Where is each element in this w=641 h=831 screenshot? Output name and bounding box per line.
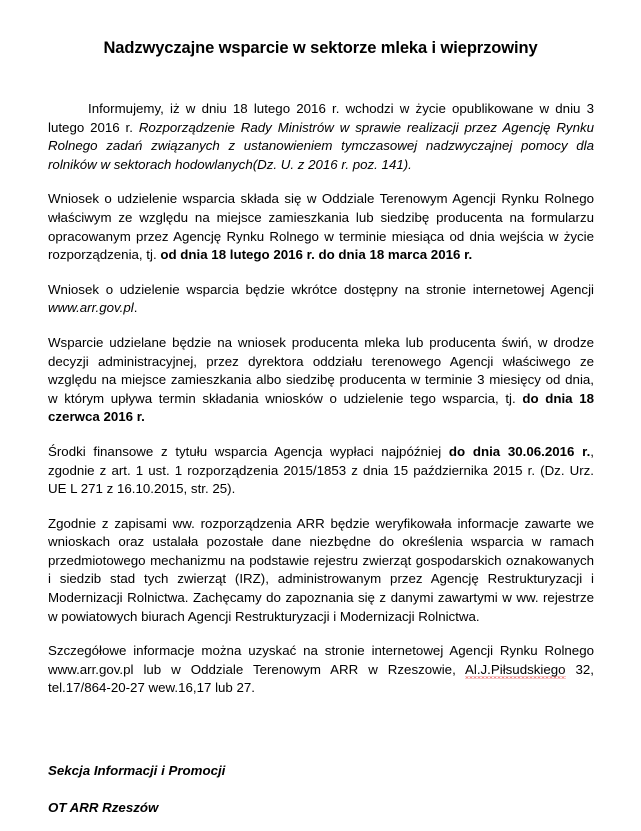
italic-text-run: Rozporządzenie Rady Ministrów w sprawie realizacji przez Agencję Rynku Rolnego zadań związanych z ustanowieniem tymczasowej nadzwyczajnej pomocy dla rolników w sektorach hodowlanych(Dz. U. z 2016 r. poz. 141). [48,119,595,172]
paragraph-contact-info: Szczegółowe informacje można uzyskać na stronie internetowej Agencji Rynku Rolnego www.arr.gov.pl lub w Oddziale Terenowym ARR w Rzeszowie, Al.J.Piłsudskiego 32, tel.17/864-20-27 wew.16,17 lub 27. [48,643,594,696]
bold-text-run: do dnia 30.06.2016 r. [448,443,591,459]
bold-text-run: do dnia 18 czerwca 2016 r. [48,390,594,425]
signature-office: OT ARR Rzeszów [48,799,159,815]
misspelled-text-run: Al.J.Piłsudskiego [465,661,566,677]
paragraph-form-availability: Wniosek o udzielenie wsparcia będzie wkrótce dostępny na stronie internetowej Agencji www.arr.gov.pl. [48,281,594,316]
italic-text-run: www.arr.gov.pl [48,300,134,316]
paragraph-support-decision: Wsparcie udzielane będzie na wniosek producenta mleka lub producenta świń, w drodze decyzji administracyjnej, przez dyrektora oddziału terenowego Agencji właściwego ze względu na miejsce zamieszkania albo siedzibę producenta w terminie 3 miesięcy od dnia, w którym upływa termin składania wniosków o udzielenie tego wsparcia, tj. do dnia 18 czerwca 2016 r. [48,334,594,425]
signature-block [48,762,594,817]
paragraph-verification: Zgodnie z zapisami ww. rozporządzenia ARR będzie weryfikowała informacje zawarte we wnioskach oraz ustalała pozostałe dane niezbędne do określenia wsparcia w ramach przedmiotowego mechanizmu na podstawie rejestru zwierząt gospodarskich oznakowanych i siedzib stad tych zwierząt (IRZ), administrowanym przez Agencję Restrukturyzacji i Modernizacji Rolnictwa. Zachęcamy do zapoznania się z danymi zawartymi w ww. rejestrze w powiatowych biurach Agencji Restrukturyzacji i Modernizacji Rolnictwa. [48,515,594,624]
paragraph-intro: Informujemy, iż w dniu 18 lutego 2016 r. wchodzi w życie opublikowane w dniu 3 lutego 2016 r. Rozporządzenie Rady Ministrów w sprawie realizacji przez Agencję Rynku Rolnego zadań związanych z ustanowieniem tymczasowej nadzwyczajnej pomocy dla rolników w sektorach hodowlanych(Dz. U. z 2016 r. poz. 141). [48,101,595,172]
page-title: Nadzwyczajne wsparcie w sektorze mleka i wieprzowiny [103,39,538,58]
document-body [48,100,594,698]
signature-department: Sekcja Informacji i Promocji [48,763,226,778]
paragraph-application-deadline: Wniosek o udzielenie wsparcia składa się w Oddziale Terenowym Agencji Rynku Rolnego właściwym ze względu na miejsce zamieszkania lub siedzibę producenta na formularzu opracowanym przez Agencję Rynku Rolnego w terminie miesiąca od dnia wejścia w życie rozporządzenia, tj. od dnia 18 lutego 2016 r. do dnia 18 marca 2016 r. [48,191,594,263]
bold-text-run: od dnia 18 lutego 2016 r. do dnia 18 marca 2016 r. [160,247,473,263]
paragraph-payment-date: Środki finansowe z tytułu wsparcia Agencja wypłaci najpóźniej do dnia 30.06.2016 r., zgodnie z art. 1 ust. 1 rozporządzenia 2015/1853 z dnia 15 października 2015 r. (Dz. Urz. UE L 271 z 16.10.2015, str. 25). [48,443,594,497]
